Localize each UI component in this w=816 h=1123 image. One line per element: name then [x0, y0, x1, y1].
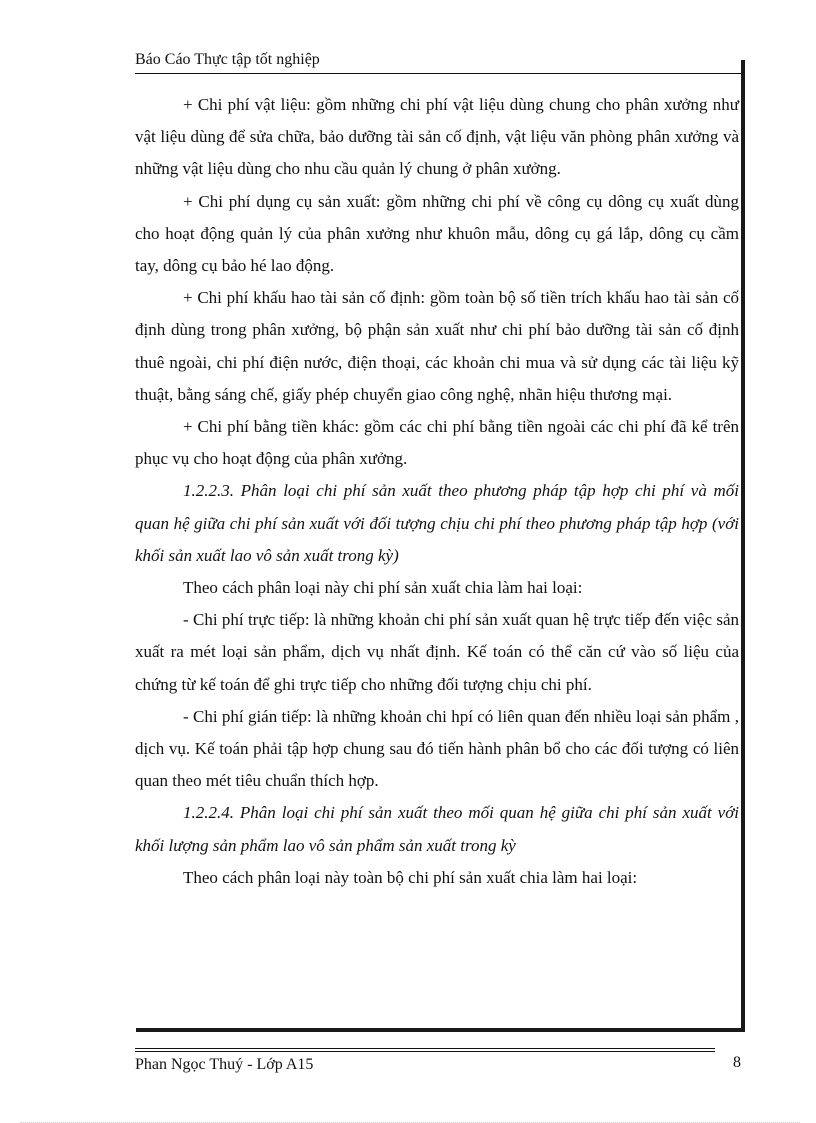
paragraph-classification-intro-2: Theo cách phân loại này toàn bộ chi phí sản xuất chia làm hai loại: — [183, 867, 638, 887]
paragraph-depreciation-cost: + Chi phí khấu hao tài sản cố định: gồm toàn bộ số tiền trích khấu hao tài sản cố định dùng trong phân xưởng, bộ phận sản xuất như chi phí bảo dưỡng tài sản cố định thuê ngoài, chi phí điện nước, điện thoại, các khoản chi mua và sử dụng các tài liệu kỹ thuật, bằng sáng chế, giấy phép chuyển giao công nghệ, nhãn hiệu thương mại. — [135, 288, 739, 404]
document-body — [135, 89, 739, 894]
paragraph-classification-intro: Theo cách phân loại này chi phí sản xuất chia làm hai loại: — [183, 578, 583, 598]
section-heading-1-2-2-4: 1.2.2.4. Phân loại chi phí sản xuất theo mối quan hệ giữa chi phí sản xuất với khối lượng sản phẩm lao vô sản phẩm sản xuất trong kỳ — [135, 803, 739, 855]
paragraph-indirect-cost: - Chi phí gián tiếp: là những khoản chi hpí có liên quan đến nhiều loại sản phẩm , dịch vụ. Kế toán phải tập hợp chung sau đó tiến hành phân bổ cho các đối tượng có liên quan theo mét tiêu chuẩn thích hợp. — [135, 706, 739, 791]
footer-rule — [135, 1048, 715, 1049]
paragraph-material-cost: + Chi phí vật liệu: gồm những chi phí vật liệu dùng chung cho phân xưởng như vật liệu dùng để sửa chữa, bảo dưỡng tài sản cố định, vật liệu văn phòng phân xưởng và những vật liệu dùng cho nhu cầu quản lý chung ở phân xưởng. — [135, 95, 739, 179]
footer-rule — [135, 1051, 715, 1052]
page-number: 8 — [733, 1054, 741, 1071]
page-border-right — [741, 60, 745, 1030]
paragraph-direct-cost: - Chi phí trực tiếp: là những khoản chi phí sản xuất quan hệ trực tiếp đến việc sản xuất ra mét loại sản phẩm, dịch vụ nhất định. Kế toán có thể căn cứ vào số liệu của chứng từ kế toán để ghi trực tiếp cho những đối tượng chịu chi phí. — [135, 610, 739, 694]
header-title: Báo Cáo Thực tập tốt nghiệp — [135, 51, 320, 68]
paragraph-other-cash-cost: + Chi phí bằng tiền khác: gồm các chi phí bằng tiền ngoài các chi phí đã kể trên phục vụ cho hoạt động của phân xưởng. — [135, 417, 739, 469]
page-border-bottom — [136, 1028, 745, 1032]
paragraph-tool-cost: + Chi phí dụng cụ sản xuất: gồm những chi phí về công cụ dông cụ xuất dùng cho hoạt động quản lý của phân xưởng như khuôn mẫu, dông cụ gá lắp, dông cụ cầm tay, dông cụ bảo hé lao động. — [135, 191, 739, 276]
footer-author: Phan Ngọc Thuý - Lớp A15 — [135, 1056, 314, 1073]
page-header — [135, 49, 741, 74]
section-heading-1-2-2-3: 1.2.2.3. Phân loại chi phí sản xuất theo phương pháp tập hợp chi phí và mối quan hệ giữa chi phí sản xuất với đối tượng chịu chi phí theo phương pháp tập hợp (với khối sản xuất lao vô sản xuất trong kỳ) — [135, 481, 739, 565]
